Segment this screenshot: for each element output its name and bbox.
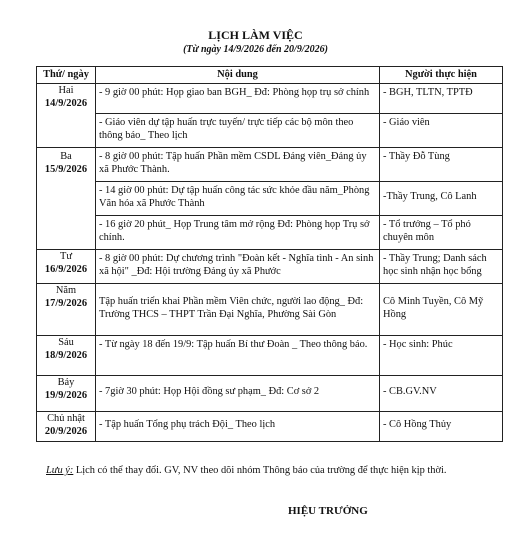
day-cell	[37, 335, 96, 375]
content-entry: - 8 giờ 00 phút: Dự chương trình "Đoàn kết - Nghĩa tình - An sinh xã hội" _Đđ: Hội trường Đảng ủy xã Phước	[99, 252, 374, 278]
person-entry: - CB.GV.NV	[383, 386, 437, 398]
day-date: 17/9/2026	[44, 298, 88, 310]
note-label: Lưu ý:	[46, 465, 74, 476]
content-entry: - Từ ngày 18 đến 19/9: Tập huấn Bí thư Đoàn _ Theo thông báo.	[99, 338, 368, 350]
content-cell	[96, 249, 380, 283]
day-cell	[37, 249, 96, 283]
person-entry: - Tổ trưởng – Tổ phó chuyên môn	[383, 218, 471, 244]
content-entry: - Giáo viên dự tập huấn trực tuyến/ trực tiếp các bộ môn theo thông báo_ Theo lịch	[99, 116, 354, 142]
person-cell	[380, 283, 503, 335]
content-entry: - 16 giờ 20 phút_ Họp Trung tâm mở rộng Đđ: Phòng họp Trụ sở chính.	[99, 218, 370, 244]
day-name: Chủ nhật	[47, 412, 85, 424]
person-entry: - BGH, TLTN, TPTĐ	[383, 86, 473, 98]
table-row	[37, 335, 503, 375]
day-date: 14/9/2026	[44, 98, 88, 110]
person-cell	[380, 215, 503, 249]
content-entry: Tập huấn triển khai Phần mềm Viên chức, người lao động_ Đđ: Trường THCS – THPT Trần Đại Nghĩa, Phường Sài Gòn	[99, 295, 364, 321]
signature-title: HIỆU TRƯỞNG	[288, 505, 368, 517]
person-cell	[380, 335, 503, 375]
table-row	[37, 113, 503, 147]
day-cell	[37, 83, 96, 147]
table-header-row	[37, 67, 503, 84]
table-row	[37, 249, 503, 283]
person-entry: - Giáo viên	[383, 116, 430, 128]
day-name: Hai	[58, 84, 74, 96]
person-entry: Cô Minh Tuyền, Cô Mỹ Hồng	[383, 295, 484, 321]
day-date: 19/9/2026	[44, 390, 88, 402]
day-date: 16/9/2026	[44, 264, 88, 276]
content-entry: - Tập huấn Tổng phụ trách Đội_ Theo lịch	[99, 419, 276, 431]
person-entry: - Thầy Trung; Danh sách học sinh nhận học bổng	[383, 252, 487, 278]
content-entry: - 14 giờ 00 phút: Dự tập huấn công tác sức khỏe đầu năm_Phòng Văn hóa xã Phước Thành	[99, 184, 370, 210]
day-cell	[37, 375, 96, 411]
table-row	[37, 411, 503, 441]
day-cell	[37, 411, 96, 441]
day-cell	[37, 283, 96, 335]
content-cell	[96, 181, 380, 215]
table-row	[37, 215, 503, 249]
column-header-day: Thứ/ ngày	[37, 67, 96, 84]
content-cell	[96, 147, 380, 181]
note-text: Lịch có thể thay đổi. GV, NV theo dõi nhóm Thông báo của trường để thực hiện kịp thời.	[73, 465, 447, 476]
content-cell	[96, 215, 380, 249]
day-date: 15/9/2026	[44, 164, 88, 176]
column-header-content: Nội dung	[96, 67, 380, 84]
content-cell	[96, 335, 380, 375]
person-cell	[380, 83, 503, 113]
page-subtitle: (Từ ngày 14/9/2026 đến 20/9/2026)	[183, 44, 328, 55]
day-name: Sáu	[58, 336, 74, 348]
day-name: Ba	[60, 150, 72, 162]
page-title: LỊCH LÀM VIỆC	[208, 28, 303, 42]
person-entry: -Thầy Trung, Cô Lanh	[383, 191, 477, 203]
table-row	[37, 147, 503, 181]
table-row	[37, 283, 503, 335]
schedule-table	[36, 66, 503, 442]
day-cell	[37, 147, 96, 249]
person-entry: - Cô Hồng Thủy	[383, 419, 452, 431]
content-entry: - 8 giờ 00 phút: Tập huấn Phần mềm CSDL Đảng viên_Đảng ủy xã Phước Thành.	[99, 150, 367, 176]
person-cell	[380, 181, 503, 215]
content-cell	[96, 283, 380, 335]
person-cell	[380, 147, 503, 181]
table-row	[37, 181, 503, 215]
person-cell	[380, 249, 503, 283]
person-cell	[380, 411, 503, 441]
person-entry: - Thầy Đỗ Tùng	[383, 150, 450, 162]
day-name: Tư	[60, 250, 72, 262]
column-header-person: Người thực hiện	[380, 67, 503, 84]
person-cell	[380, 113, 503, 147]
content-entry: - 7giờ 30 phút: Họp Hội đồng sư phạm_ Đđ: Cơ sở 2	[99, 386, 320, 398]
content-cell	[96, 83, 380, 113]
content-cell	[96, 113, 380, 147]
table-row	[37, 83, 503, 113]
content-cell	[96, 411, 380, 441]
table-row	[37, 375, 503, 411]
content-entry: - 9 giờ 00 phút: Họp giao ban BGH_ Đđ: Phòng họp trụ sở chính	[99, 86, 370, 98]
person-cell	[380, 375, 503, 411]
person-entry: - Học sinh: Phúc	[383, 338, 453, 350]
content-cell	[96, 375, 380, 411]
day-date: 20/9/2026	[44, 426, 88, 438]
note-paragraph	[46, 463, 466, 478]
day-name: Bảy	[57, 376, 75, 388]
day-name: Năm	[55, 284, 77, 296]
day-date: 18/9/2026	[44, 350, 88, 362]
